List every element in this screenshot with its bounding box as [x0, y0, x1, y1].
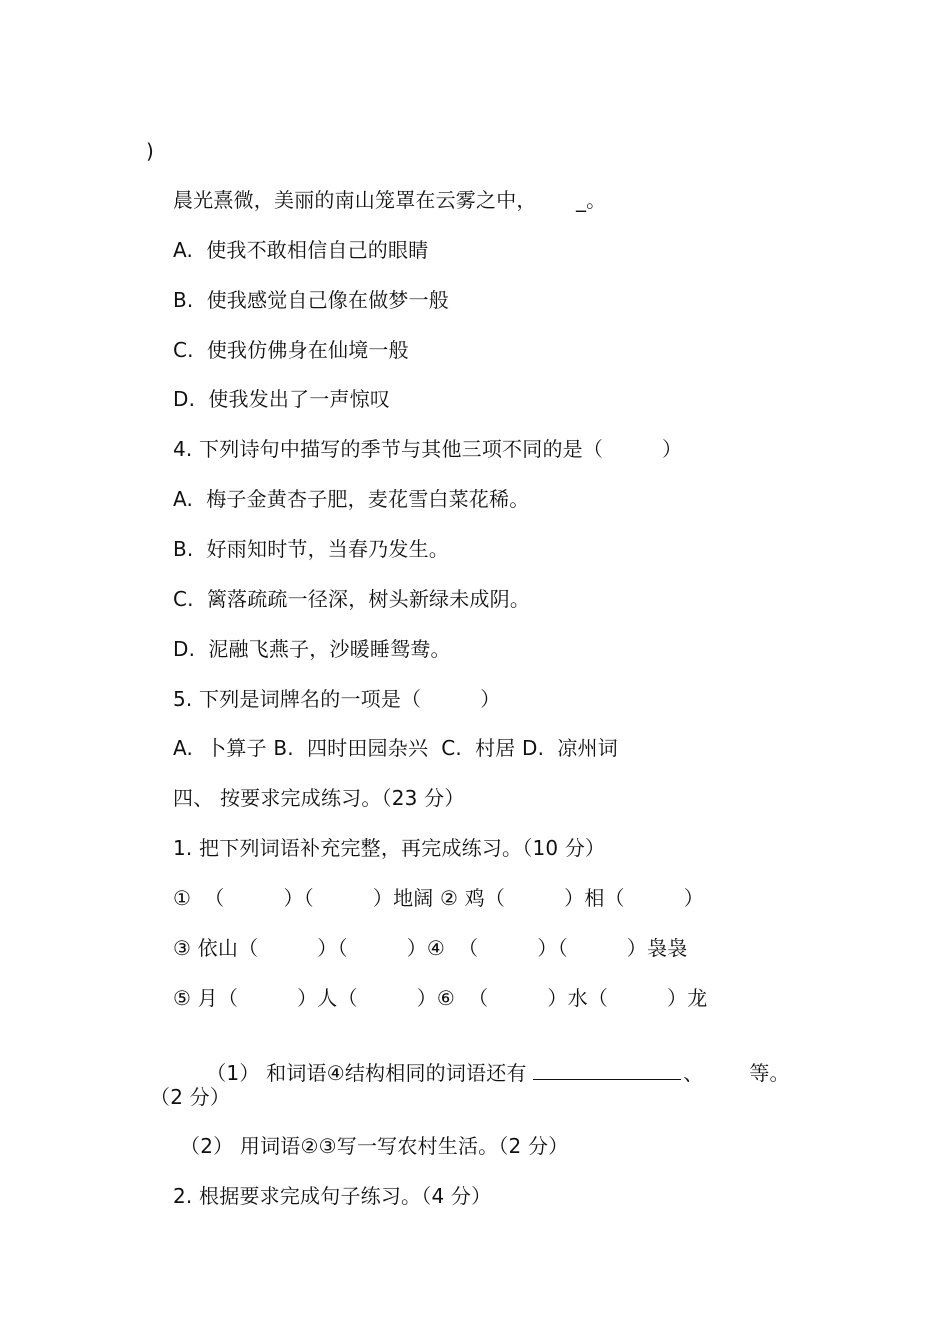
idiom-row-1: ① （ ）（ ）地阔 ② 鸡（ ）相（ ）: [173, 886, 704, 910]
q4-option-d: D. 泥融飞燕子，沙暖睡鸳鸯。: [173, 637, 451, 661]
idiom-row-3: ⑤ 月（ ）人（ ）⑥ （ ）水（ ）龙: [173, 986, 708, 1010]
sub-question-1-score: （2 分）: [150, 1085, 231, 1109]
question-5-stem: 5. 下列是词牌名的一项是（ ）: [173, 687, 501, 711]
sub-question-1: [180, 1034, 790, 1112]
exercise-1-stem: 1. 把下列词语补充完整，再完成练习。（10 分）: [173, 836, 606, 860]
q3-option-c: C. 使我仿佛身在仙境一般: [173, 338, 409, 362]
q4-option-c: C. 篱落疏疏一径深，树头新绿未成阴。: [173, 587, 531, 611]
q5-options: A. 卜算子 B. 四时田园杂兴 C. 村居 D. 凉州词: [173, 736, 618, 760]
answer-blank: [533, 1061, 681, 1080]
q3-option-d: D. 使我发出了一声惊叹: [173, 387, 391, 411]
sub-question-1-tail: 、 等。: [683, 1061, 790, 1085]
section-4-heading: 四、 按要求完成练习。（23 分）: [173, 786, 465, 810]
q3-option-b: B. 使我感觉自己像在做梦一般: [173, 288, 449, 312]
idiom-row-2: ③ 依山（ ）（ ）④ （ ）（ ）袅袅: [173, 936, 688, 960]
q3-option-a: A. 使我不敢相信自己的眼睛: [173, 238, 429, 262]
sub-question-2: （2） 用词语②③写一写农村生活。（2 分）: [180, 1134, 569, 1158]
q4-option-b: B. 好雨知时节，当春乃发生。: [173, 537, 449, 561]
sub-question-1-text: （1） 和词语④结构相同的词语还有: [206, 1061, 534, 1085]
exercise-2-stem: 2. 根据要求完成句子练习。（4 分）: [173, 1184, 492, 1208]
question-3-stem: 晨光熹微，美丽的南山笼罩在云雾之中， _。: [173, 188, 607, 212]
q4-option-a: A. 梅子金黄杏子肥，麦花雪白菜花稀。: [173, 487, 530, 511]
question-4-stem: 4. 下列诗句中描写的季节与其他三项不同的是（ ）: [173, 437, 683, 461]
closing-paren: ): [146, 139, 155, 163]
